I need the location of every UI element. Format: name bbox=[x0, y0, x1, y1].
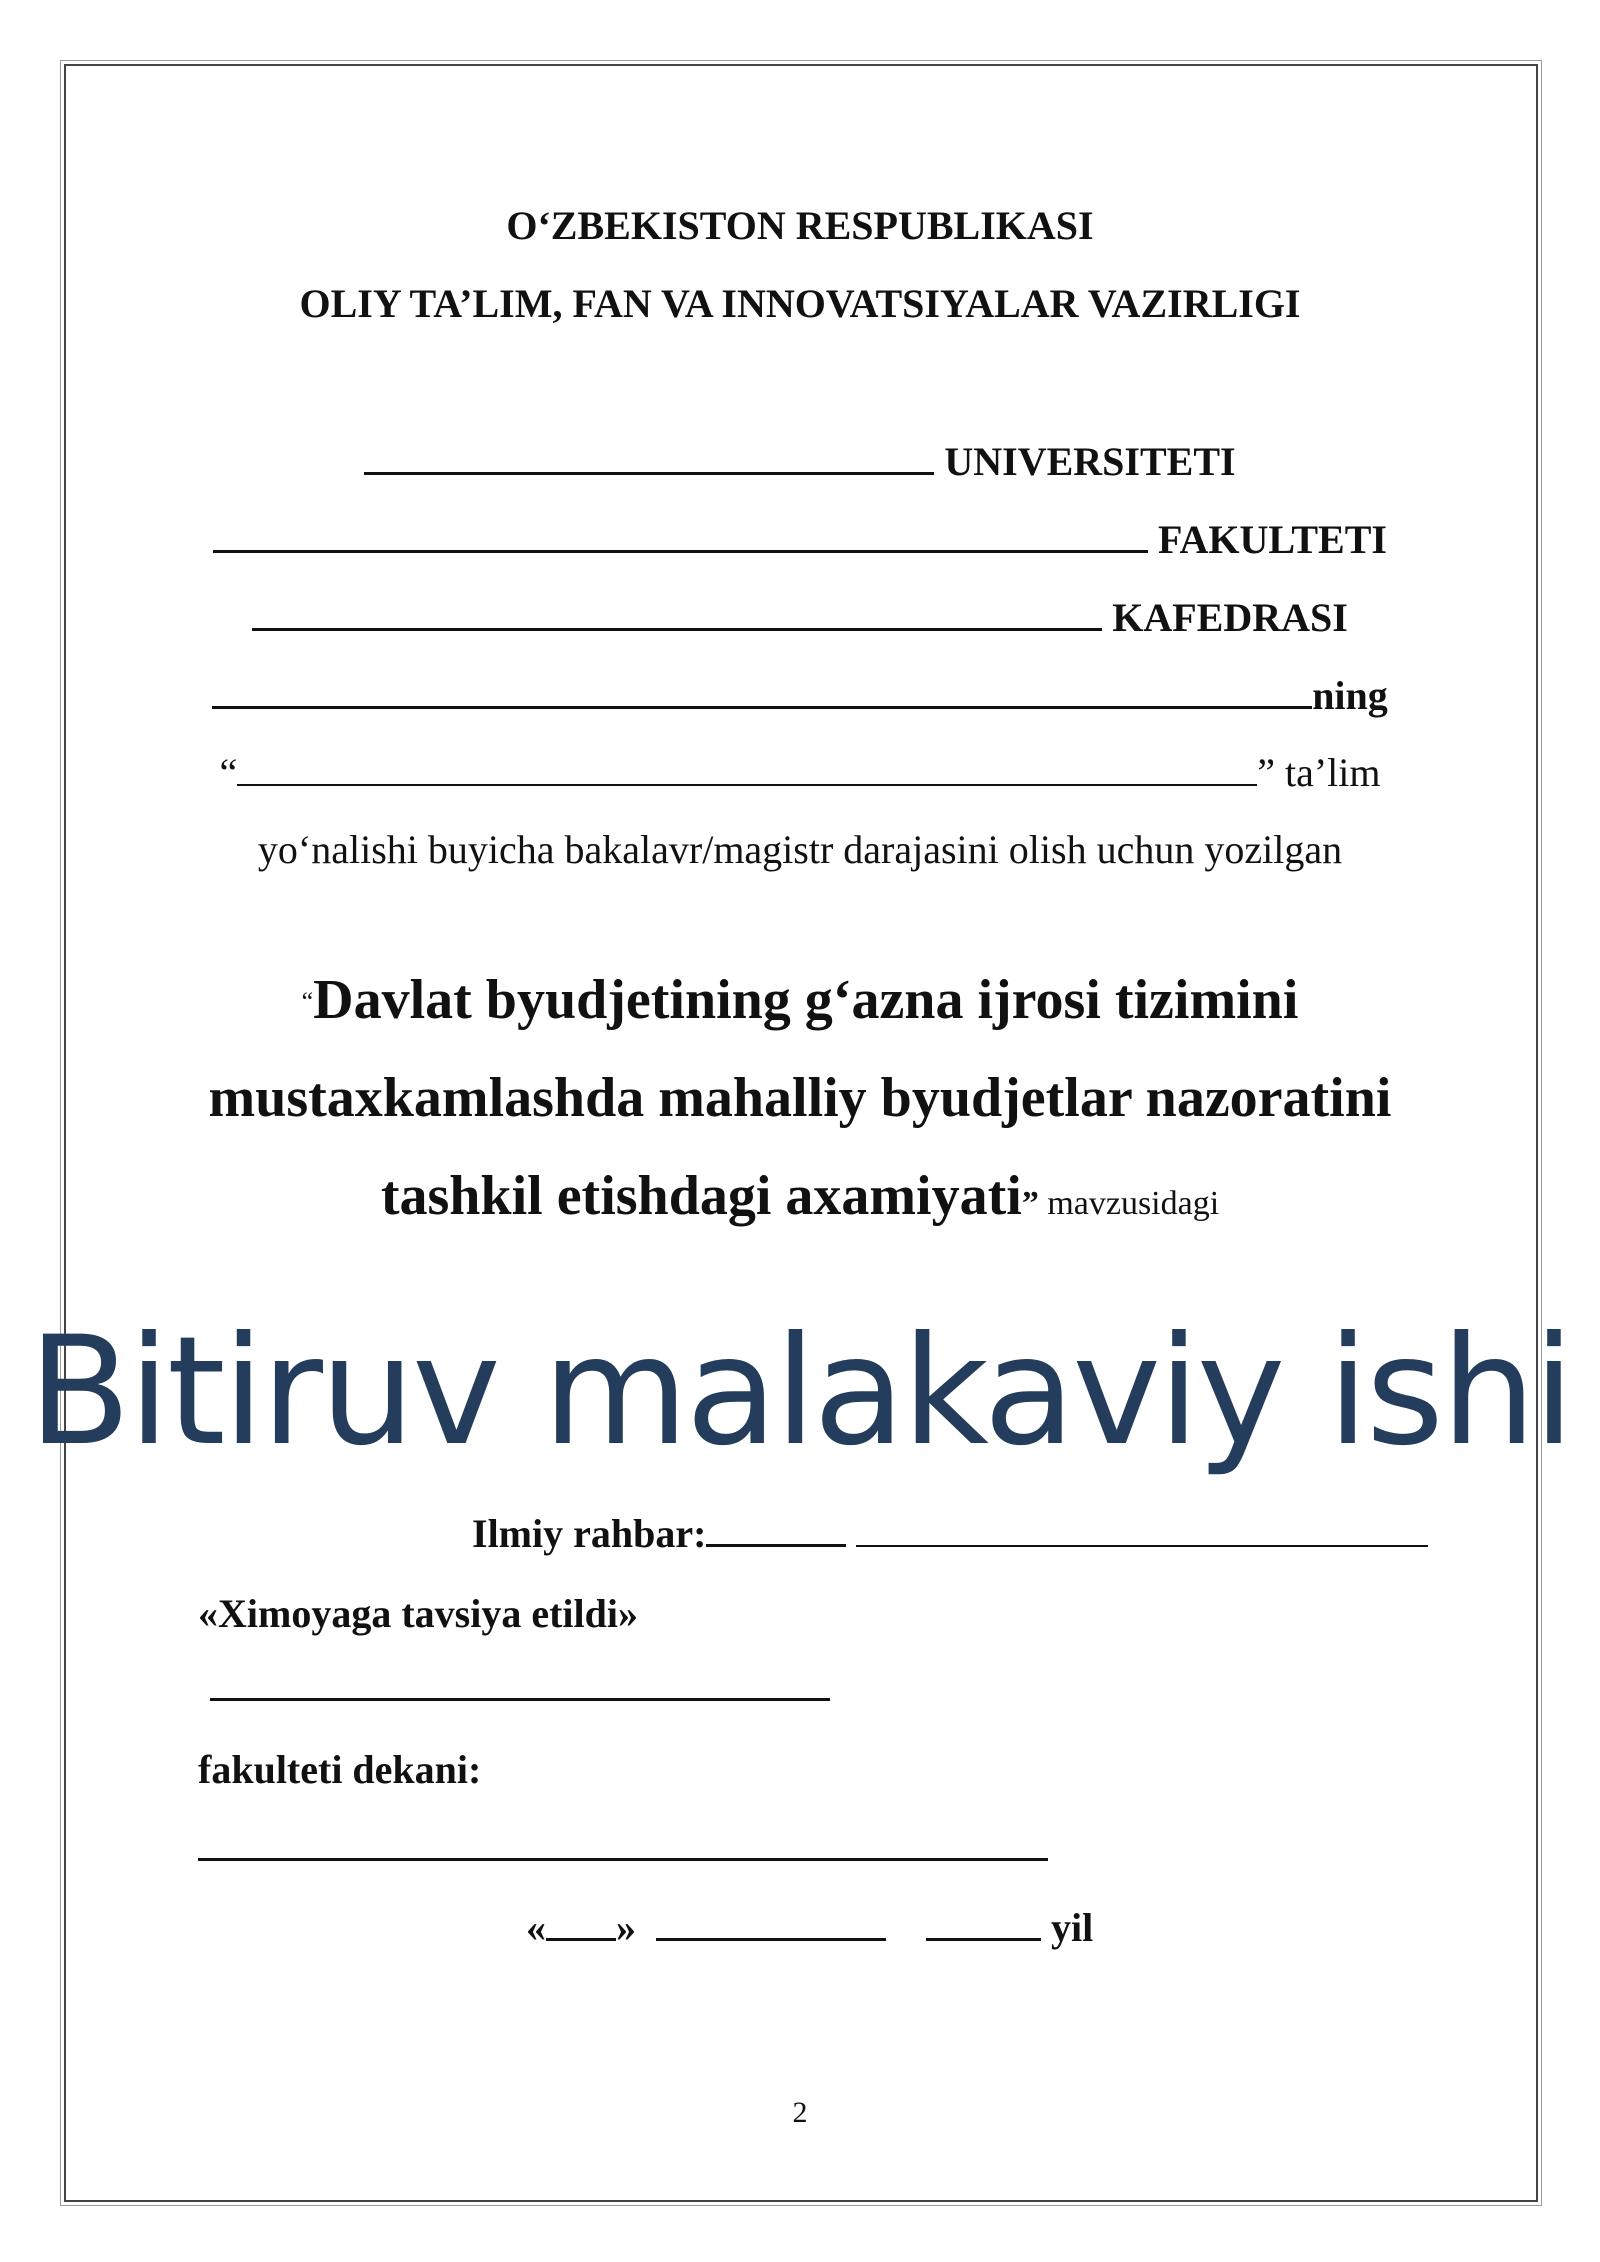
ning-blank bbox=[212, 670, 1312, 709]
supervisor-signature-blank bbox=[706, 1508, 846, 1547]
header-ministry: OLIY TA’LIM, FAN VA INNOVATSIYALAR VAZIRLIGI bbox=[299, 281, 1301, 326]
direction-line: “ ” ta’lim bbox=[219, 750, 1381, 795]
ning-line: ning bbox=[0, 670, 1600, 719]
dean-faculty-blank-line bbox=[210, 1662, 1110, 1711]
date-year-blank bbox=[926, 1902, 1041, 1941]
page-number: 2 bbox=[792, 2096, 808, 2129]
faculty-blank bbox=[213, 514, 1148, 553]
faculty-line: FAKULTETI bbox=[0, 514, 1600, 563]
supervisor-name-blank bbox=[856, 1509, 1428, 1547]
page-border bbox=[64, 64, 1538, 2202]
dean-signature-blank bbox=[198, 1822, 1048, 1861]
direction-blank bbox=[237, 748, 1257, 786]
university-line: UNIVERSITETI bbox=[0, 436, 1600, 485]
header-republic: O‘ZBEKISTON RESPUBLIKASI bbox=[506, 203, 1094, 248]
direction-text: yo‘nalishi buyicha bakalavr/magistr darajasini olish uchun yozilgan bbox=[257, 827, 1343, 872]
dean-faculty-blank bbox=[210, 1662, 830, 1701]
document-type-title: Bitiruv malakaviy ishi bbox=[28, 1305, 1572, 1479]
date-line: « » yil bbox=[526, 1902, 1426, 1951]
dean-label-line: fakulteti dekani: bbox=[198, 1747, 482, 1792]
university-blank bbox=[364, 436, 934, 475]
dean-signature-line bbox=[198, 1822, 1098, 1871]
date-day-blank bbox=[546, 1902, 616, 1941]
topic-line-1: “Davlat byudjetining g‘azna ijrosi tizimini bbox=[301, 969, 1299, 1031]
department-line: KAFEDRASI bbox=[0, 592, 1600, 641]
defense-recommended: «Ximoyaga tavsiya etildi» bbox=[198, 1591, 638, 1636]
topic-line-3: tashkil etishdagi axamiyati” mavzusidagi bbox=[380, 1165, 1220, 1227]
supervisor-line: Ilmiy rahbar: bbox=[472, 1508, 1572, 1557]
topic-line-2: mustaxkamlashda mahalliy byudjetlar nazoratini bbox=[208, 1067, 1392, 1129]
date-month-blank bbox=[656, 1902, 886, 1941]
department-blank bbox=[252, 592, 1102, 631]
